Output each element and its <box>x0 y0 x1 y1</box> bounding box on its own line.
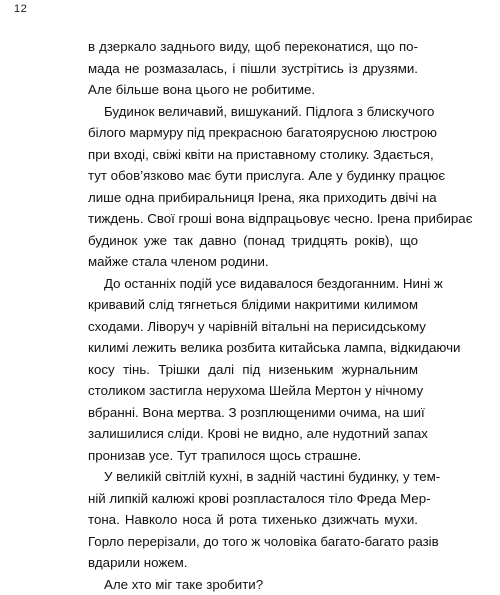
text-line: столиком застигла нерухома Шейла Мертон у нічному <box>88 380 418 402</box>
text-line: килимі лежить велика розбита китайська лампа, відкидаючи <box>88 337 418 359</box>
text-line: ній липкій калюжі крові розпласталося тіло Фреда Мер- <box>88 488 418 510</box>
body-text <box>88 36 418 595</box>
text-line: пронизав усе. Тут трапилося щось страшне. <box>88 445 418 467</box>
text-line: кривавий слід тягнеться блідими накритими килимом <box>88 294 418 316</box>
text-line: тут обов’язково має бути прислуга. Але у будинку працює <box>88 165 418 187</box>
text-line: Але більше вона цього не робитиме. <box>88 79 418 101</box>
text-line: вдарили ножем. <box>88 552 418 574</box>
text-line: будинок уже так давно (понад тридцять років), що <box>88 230 418 252</box>
paragraph-first-line: Будинок величавий, вишуканий. Підлога з блискучого <box>88 101 418 123</box>
paragraph-first-line: Але хто міг таке зробити? <box>88 574 418 595</box>
text-line: білого мармуру під прекрасною багатоярусною люстрою <box>88 122 418 144</box>
page-number: 12 <box>14 3 27 15</box>
text-line: при вході, свіжі квіти на приставному столику. Здається, <box>88 144 418 166</box>
paragraph-first-line: У великій світлій кухні, в задній частині будинку, у тем- <box>88 466 418 488</box>
text-line: майже стала членом родини. <box>88 251 418 273</box>
text-line: сходами. Ліворуч у чарівній вітальні на перисидському <box>88 316 418 338</box>
paragraph-first-line: До останніх подій усе видавалося бездоганним. Нині ж <box>88 273 418 295</box>
text-line: в дзеркало заднього виду, щоб переконатися, що по- <box>88 36 418 58</box>
text-line: лише одна прибиральниця Ірена, яка приходить двічі на <box>88 187 418 209</box>
text-line: Горло перерізали, до того ж чоловіка багато-багато разів <box>88 531 418 553</box>
text-line: тиждень. Свої гроші вона відпрацьовує чесно. Ірена прибирає <box>88 208 418 230</box>
text-line: залишилися сліди. Крові не видно, але нудотний запах <box>88 423 418 445</box>
text-line: вбранні. Вона мертва. З розплющеними очима, на шиї <box>88 402 418 424</box>
text-line: тона. Навколо носа й рота тихенько дзижчать мухи. <box>88 509 418 531</box>
text-line: мада не розмазалась, і пішли зустрітись із друзями. <box>88 58 418 80</box>
text-line: косу тінь. Трішки далі під низеньким журнальним <box>88 359 418 381</box>
